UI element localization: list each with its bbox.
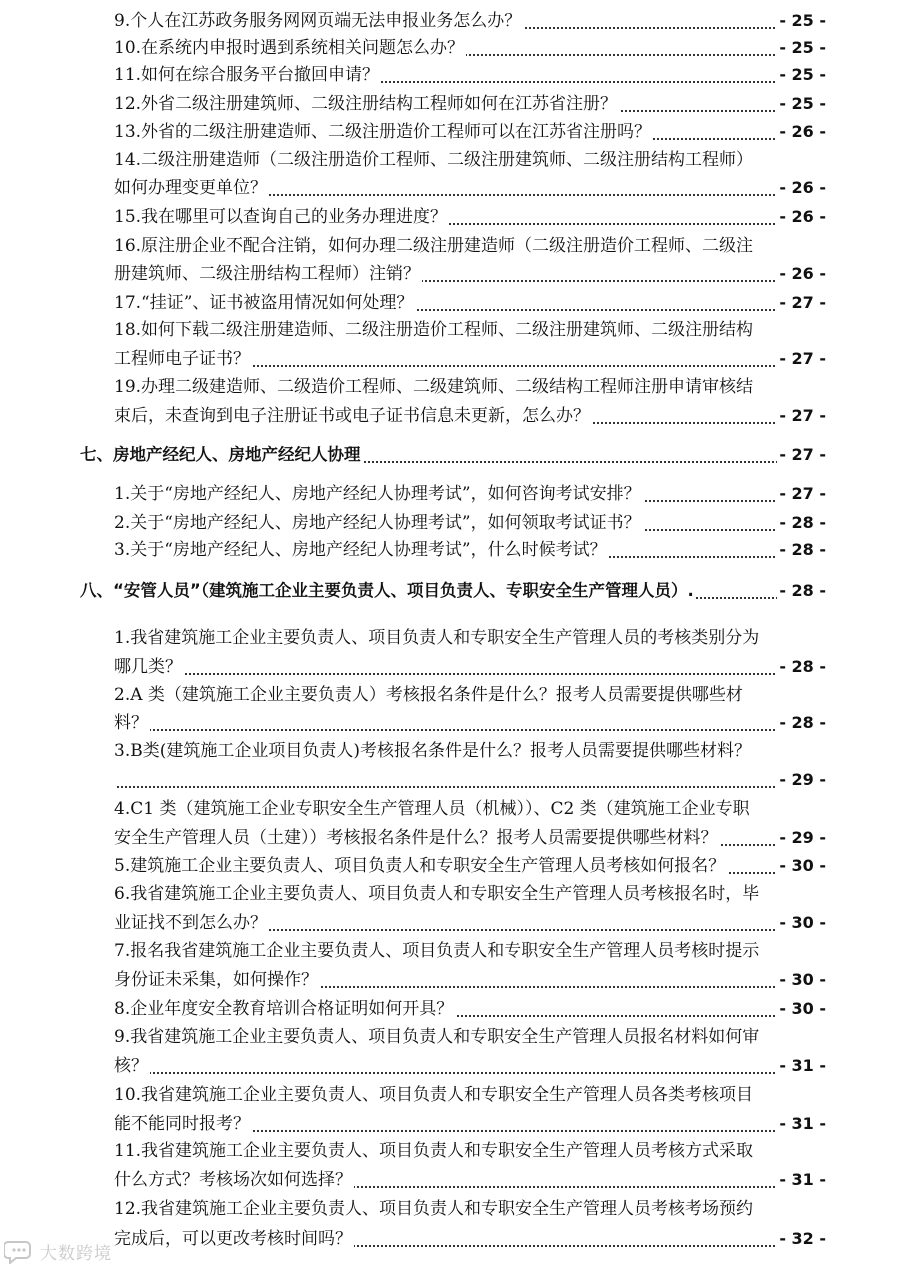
toc-page-number: - 25 -: [777, 61, 826, 89]
toc-entry-text: 7.报名我省建筑施工企业主要负责人、项目负责人和专职安全生产管理人员考核时提示: [114, 941, 760, 961]
toc-entry-text: 10.在系统内申报时遇到系统相关问题怎么办？: [114, 38, 465, 58]
toc-entry[interactable]: [114, 824, 826, 852]
toc-entry[interactable]: [114, 937, 826, 965]
toc-entry[interactable]: [114, 1052, 826, 1080]
toc-entry-text: 1.关于“房地产经纪人、房地产经纪人协理考试”，如何咨询考试安排？: [114, 484, 641, 504]
toc-entry[interactable]: [114, 1023, 826, 1051]
toc-entry-text: 业证找不到怎么办？: [114, 913, 267, 933]
toc-entry-text: 9.我省建筑施工企业主要负责人、项目负责人和专职安全生产管理人员报名材料如何审: [114, 1027, 760, 1047]
toc-entry-text: 4.C1 类（建筑施工企业专职安全生产管理人员（机械））、C2 类（建筑施工企业专职: [114, 799, 750, 819]
toc-page-number: - 25 -: [777, 7, 826, 35]
toc-entry[interactable]: [114, 174, 826, 202]
toc-entry[interactable]: [114, 345, 826, 373]
toc-entry-text: 3.关于“房地产经纪人、房地产经纪人协理考试”，什么时候考试？: [114, 540, 607, 560]
toc-entry-text: 完成后，可以更改考核时间吗？: [114, 1229, 352, 1249]
toc-entry[interactable]: [114, 880, 826, 908]
toc-entry[interactable]: [114, 1225, 826, 1253]
toc-entry[interactable]: [114, 709, 826, 737]
toc-entry-text: 安全生产管理人员（土建））考核报名条件是什么？报考人员需要提供哪些材料？: [114, 828, 718, 848]
toc-entry-text: 8.企业年度安全教育培训合格证明如何开具？: [114, 999, 454, 1019]
toc-entry-text: 18.如何下载二级注册建造师、二级注册造价工程师、二级注册建筑师、二级注册结构: [114, 320, 754, 340]
toc-entry-text: 如何办理变更单位？: [114, 178, 267, 198]
toc-entry[interactable]: [114, 90, 826, 118]
toc-entry[interactable]: [114, 289, 826, 317]
toc-entry-text: 12.外省二级注册建筑师、二级注册结构工程师如何在江苏省注册？: [114, 94, 618, 114]
toc-page-number: - 30 -: [777, 852, 826, 880]
toc-entry-text: 3.B类(建筑施工企业项目负责人)考核报名条件是什么？报考人员需要提供哪些材料？: [114, 741, 751, 761]
toc-page-number: - 31 -: [777, 1110, 826, 1138]
toc-entry[interactable]: [114, 260, 826, 288]
toc-page-number: - 25 -: [777, 34, 826, 62]
toc-entry[interactable]: [114, 1137, 826, 1165]
toc-page-number: - 30 -: [777, 909, 826, 937]
toc-page-number: - 28 -: [777, 709, 826, 737]
toc-entry-text: 12.我省建筑施工企业主要负责人、项目负责人和专职安全生产管理人员考核考场预约: [114, 1199, 754, 1219]
toc-entry[interactable]: [114, 653, 826, 681]
toc-entry-text: 1.我省建筑施工企业主要负责人、项目负责人和专职安全生产管理人员的考核类别分为: [114, 628, 760, 648]
toc-page-number: - 27 -: [777, 480, 826, 508]
toc-entry[interactable]: [114, 795, 826, 823]
toc-entry[interactable]: [114, 1195, 826, 1223]
toc-entry[interactable]: [114, 402, 826, 430]
toc-entry[interactable]: [114, 681, 826, 709]
toc-page-number: - 28 -: [777, 653, 826, 681]
toc-section-heading[interactable]: [80, 577, 826, 605]
toc-page-number: - 25 -: [777, 90, 826, 118]
toc-entry-text: 八、“安管人员”（建筑施工企业主要负责人、项目负责人、专职安全生产管理人员）.: [80, 581, 694, 600]
toc-entry[interactable]: [114, 1110, 826, 1138]
toc-entry-text: 11.我省建筑施工企业主要负责人、项目负责人和专职安全生产管理人员考核方式采取: [114, 1141, 754, 1161]
toc-entry[interactable]: [114, 232, 826, 260]
dot-leader: [114, 1072, 826, 1074]
toc-entry[interactable]: [114, 61, 826, 89]
toc-entry[interactable]: [114, 624, 826, 652]
dot-leader: [114, 786, 826, 788]
toc-entry[interactable]: [114, 536, 826, 564]
toc-section-heading[interactable]: [80, 441, 826, 469]
toc-entry-text: 能不能同时报考？: [114, 1114, 250, 1134]
toc-page-number: - 26 -: [777, 118, 826, 146]
toc-page-number: - 30 -: [777, 995, 826, 1023]
toc-entry-text: 哪几类？: [114, 657, 182, 677]
toc-entry-text: 9.个人在江苏政务服务网网页端无法申报业务怎么办？: [114, 11, 522, 31]
toc-entry[interactable]: [114, 1081, 826, 1109]
toc-entry-text: 工程师电子证书？: [114, 349, 250, 369]
toc-entry[interactable]: [114, 480, 826, 508]
dot-leader: [114, 673, 826, 675]
toc-entry[interactable]: [114, 966, 826, 994]
toc-page-number: - 28 -: [777, 509, 826, 537]
toc-page-number: - 27 -: [777, 345, 826, 373]
watermark: [4, 1236, 112, 1266]
toc-page-number: - 27 -: [777, 402, 826, 430]
toc-entry-text: 什么方式？考核场次如何选择？: [114, 1170, 352, 1190]
toc-entry-text: 2.A 类（建筑施工企业主要负责人）考核报名条件是什么？报考人员需要提供哪些材: [114, 685, 743, 705]
watermark-text: 大数跨境: [40, 1243, 112, 1264]
toc-entry-text: 册建筑师、二级注册结构工程师）注销？: [114, 264, 420, 284]
toc-entry-text: 15.我在哪里可以查询自己的业务办理进度？: [114, 207, 448, 227]
toc-page-number: - 26 -: [777, 260, 826, 288]
toc-page-number: - 27 -: [777, 289, 826, 317]
toc-entry[interactable]: [114, 203, 826, 231]
toc-page-number: - 30 -: [777, 966, 826, 994]
toc-page-number: - 32 -: [777, 1225, 826, 1253]
toc-entry-text: 5.建筑施工企业主要负责人、项目负责人和专职安全生产管理人员考核如何报名？: [114, 856, 726, 876]
toc-page-number: - 28 -: [777, 577, 826, 605]
toc-entry-text: 料？: [114, 713, 148, 733]
toc-entry[interactable]: [114, 118, 826, 146]
dot-leader: [114, 729, 826, 731]
toc-entry[interactable]: [114, 852, 826, 880]
toc-entry[interactable]: [114, 509, 826, 537]
toc-entry-text: 束后，未查询到电子注册证书或电子证书信息未更新，怎么办？: [114, 406, 590, 426]
toc-page-number: - 26 -: [777, 174, 826, 202]
toc-entry-text: 七、房地产经纪人、房地产经纪人协理: [80, 445, 361, 464]
toc-page-number: - 31 -: [777, 1052, 826, 1080]
toc-entry[interactable]: [114, 995, 826, 1023]
toc-entry-text: 17.“挂证”、证书被盗用情况如何处理？: [114, 293, 414, 313]
toc-entry-text: 身份证未采集，如何操作？: [114, 970, 318, 990]
toc-page-number: - 31 -: [777, 1166, 826, 1194]
toc-entry[interactable]: [114, 737, 826, 765]
toc-entry-text: [114, 770, 116, 790]
toc-entry-text: 13.外省的二级注册建造师、二级注册造价工程师可以在江苏省注册吗？: [114, 122, 652, 142]
toc-entry[interactable]: [114, 766, 826, 794]
toc-page-number: - 26 -: [777, 203, 826, 231]
toc-entry[interactable]: [114, 373, 826, 401]
toc-entry-text: 11.如何在综合服务平台撤回申请？: [114, 65, 380, 85]
toc-entry-text: 16.原注册企业不配合注销，如何办理二级注册建造师（二级注册造价工程师、二级注: [114, 236, 754, 256]
toc-entry[interactable]: [114, 146, 826, 174]
toc-page-number: - 29 -: [777, 766, 826, 794]
toc-entry-text: 6.我省建筑施工企业主要负责人、项目负责人和专职安全生产管理人员考核报名时，毕: [114, 884, 760, 904]
toc-entry-text: 10.我省建筑施工企业主要负责人、项目负责人和专职安全生产管理人员各类考核项目: [114, 1085, 754, 1105]
toc-entry-text: 2.关于“房地产经纪人、房地产经纪人协理考试”，如何领取考试证书？: [114, 513, 641, 533]
toc-entry[interactable]: [114, 34, 826, 62]
toc-entry-text: 19.办理二级建造师、二级造价工程师、二级建筑师、二级结构工程师注册申请审核结: [114, 377, 754, 397]
toc-entry[interactable]: [114, 1166, 826, 1194]
toc-entry[interactable]: [114, 909, 826, 937]
toc-entry-text: 14.二级注册建造师（二级注册造价工程师、二级注册建筑师、二级注册结构工程师）: [114, 150, 754, 170]
toc-page-number: - 27 -: [777, 441, 826, 469]
chat-bubble-logo-icon: [4, 1238, 34, 1264]
toc-page-number: - 28 -: [777, 536, 826, 564]
toc-page-number: - 29 -: [777, 824, 826, 852]
toc-entry-text: 核？: [114, 1056, 148, 1076]
toc-entry[interactable]: [114, 316, 826, 344]
toc-entry[interactable]: [114, 7, 826, 35]
